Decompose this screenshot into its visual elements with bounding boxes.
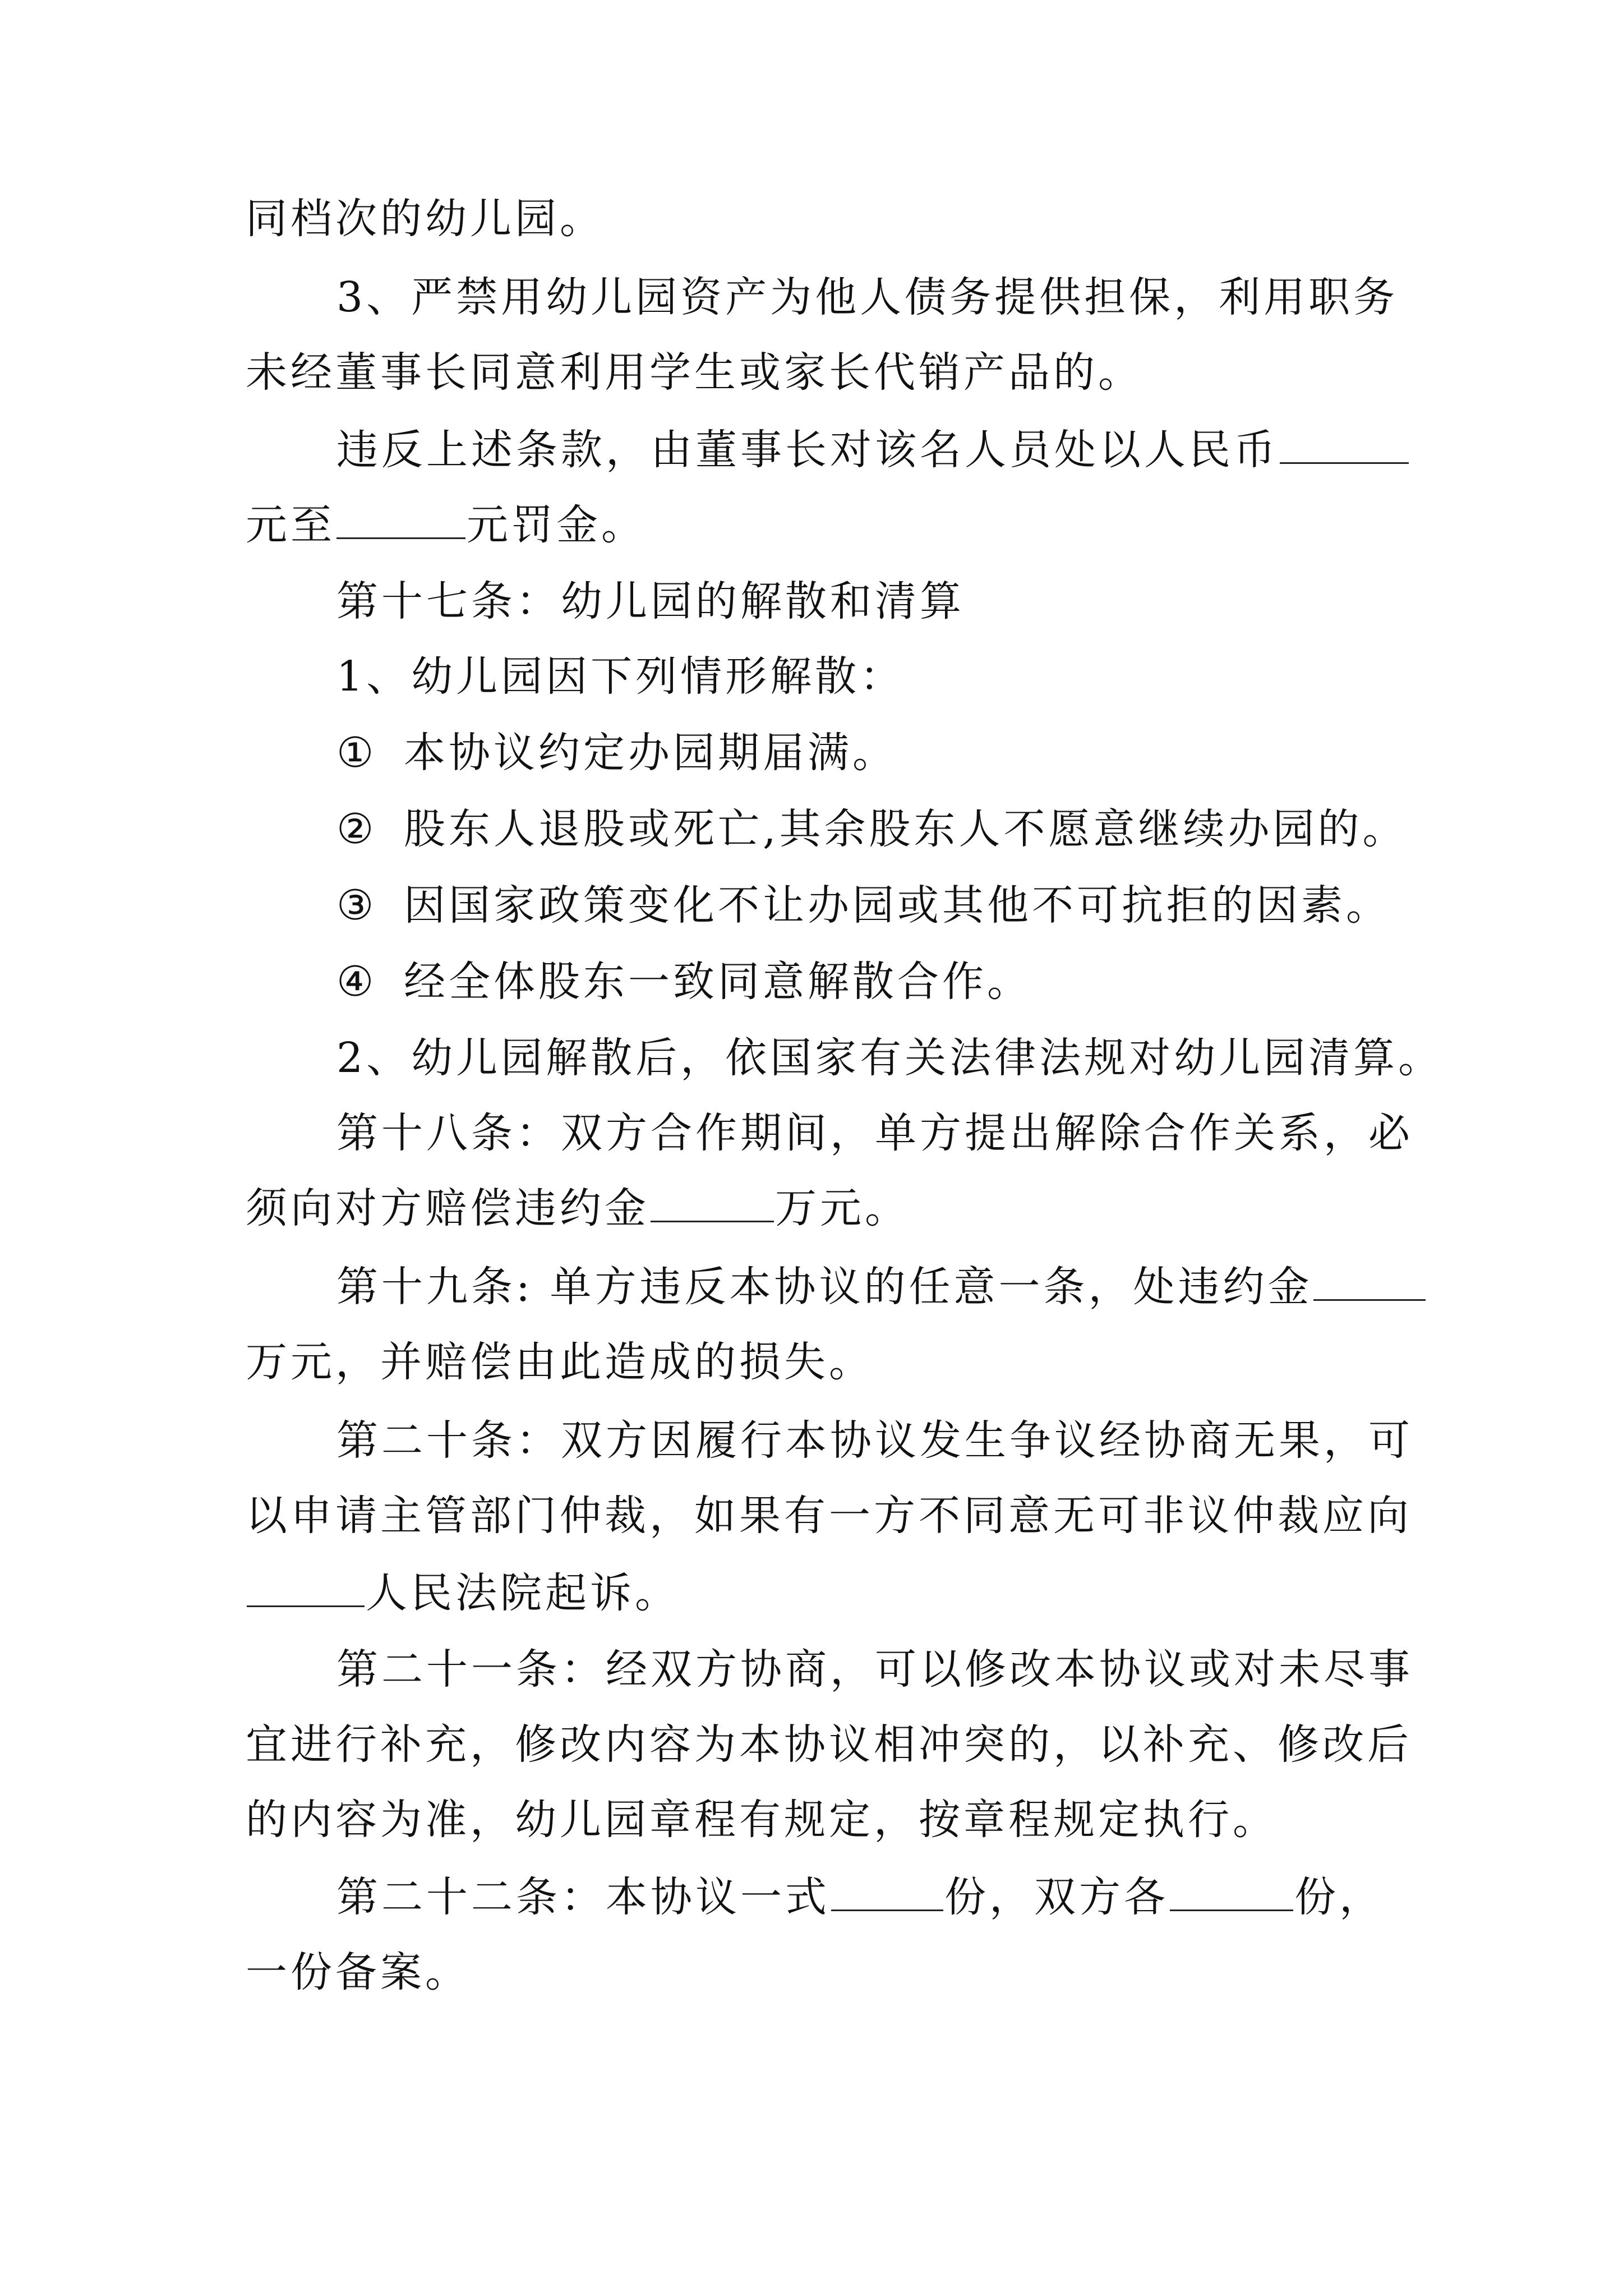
text-line: 元至 元罚金。	[246, 501, 646, 549]
article-19: 第十九条: 单方违反本协议的任意一条，处违约金	[336, 1259, 1427, 1315]
list-item: ① 本协议约定办园期届满。	[336, 725, 897, 781]
blank-field[interactable]	[1313, 1264, 1426, 1301]
text-line: 的内容为准，幼儿园章程有规定，按章程规定执行。	[246, 1796, 1278, 1844]
list-item: ② 股东人退股或死亡,其余股东人不愿意继续办园的。	[336, 801, 1408, 857]
clause-3: 3、严禁用幼儿园资产为他人债务提供担保，利用职务	[336, 273, 1399, 321]
article-17-heading: 第十七条：幼儿园的解散和清算	[336, 577, 965, 625]
blank-field[interactable]	[831, 1875, 943, 1911]
list-item: ④ 经全体股东一致同意解散合作。	[336, 954, 1032, 1010]
blank-field[interactable]	[651, 1186, 774, 1222]
text-line: 宜进行补充，修改内容为本协议相冲突的，以补充、修改后	[246, 1720, 1412, 1769]
list-marker: ①	[336, 729, 377, 777]
text-line: 须向对方赔偿违约金 万元。	[246, 1184, 910, 1232]
list-marker: ④	[336, 958, 377, 1006]
dissolution-clause-1: 1、幼儿园因下列情形解散：	[336, 652, 905, 701]
article-21: 第二十一条：经双方协商，可以修改本协议或对未尽事	[336, 1645, 1413, 1694]
blank-field[interactable]	[1170, 1875, 1293, 1911]
list-item: ③ 因国家政策变化不让办园或其他不可抗拒的因素。	[336, 877, 1391, 933]
blank-field[interactable]	[336, 503, 465, 539]
blank-field[interactable]	[247, 1571, 365, 1607]
text-line: 同档次的幼儿园。	[246, 195, 605, 243]
list-marker: ②	[336, 805, 377, 853]
article-20: 第二十条：双方因履行本协议发生争议经协商无果，可	[336, 1416, 1413, 1465]
text-line: 万元，并赔偿由此造成的损失。	[246, 1338, 874, 1386]
dissolution-clause-2: 2、幼儿园解散后，依国家有关法律法规对幼儿园清算。	[336, 1034, 1444, 1082]
article-22: 第二十二条：本协议一式 份，双方各 份，	[336, 1873, 1384, 1921]
penalty-paragraph: 违反上述条款，由董事长对该名人员处以人民币	[336, 422, 1410, 478]
text-line: 人民法院起诉。	[246, 1565, 680, 1621]
text-line: 未经董事长同意利用学生或家长代销产品的。	[246, 348, 1143, 397]
blank-field[interactable]	[1280, 427, 1409, 464]
list-marker: ③	[336, 881, 377, 930]
article-18: 第十八条：双方合作期间，单方提出解除合作关系，必	[336, 1109, 1413, 1157]
text-line: 以申请主管部门仲裁，如果有一方不同意无可非议仲裁应向	[246, 1492, 1412, 1540]
text-line: 一份备案。	[246, 1948, 470, 1996]
